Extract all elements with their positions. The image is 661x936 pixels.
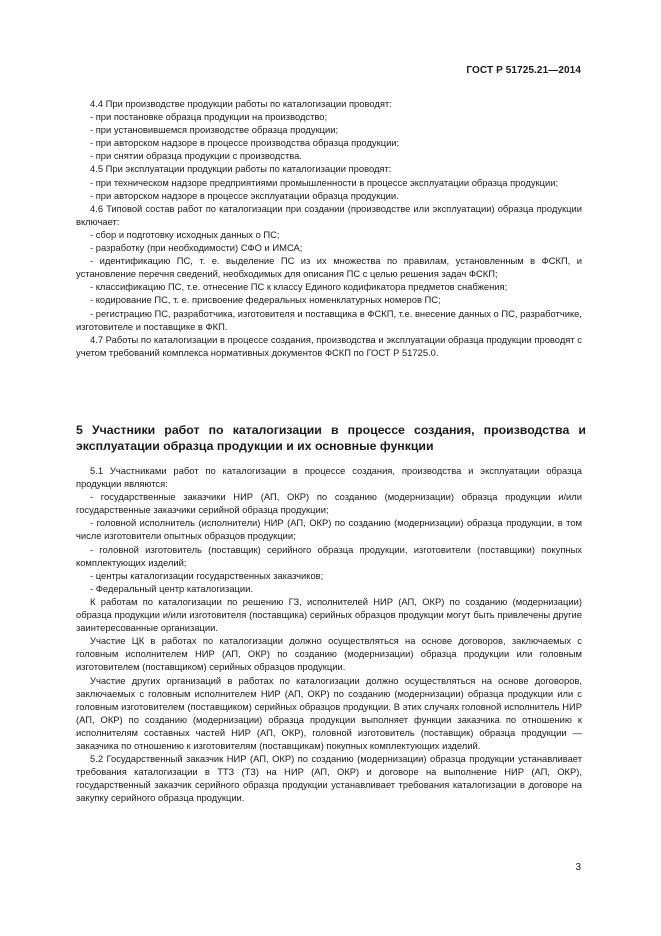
list-item: - при постановке образца продукции на производство;: [90, 111, 328, 123]
list-item: - государственные заказчики НИР (АП, ОКР) по созданию (модернизации) образца продукции и/или государственные заказчики серийной образца продукции;: [76, 491, 582, 516]
page-number: 3: [575, 862, 581, 873]
section-5-text: [76, 464, 582, 804]
document-header: ГОСТ Р 51725.21—2014: [466, 65, 581, 76]
section-5-heading: 5 Участники работ по каталогизации в процессе создания, производства и эксплуатации образца продукции и их основные функции: [76, 423, 586, 453]
list-item: - при авторском надзоре в процессе эксплуатации образца продукции.: [90, 189, 399, 201]
list-item: - разработку (при необходимости) СФО и ИМСА;: [90, 242, 303, 254]
list-item: - при установившемся производстве образца продукции;: [90, 124, 339, 136]
list-item: - регистрацию ПС, разработчика, изготовителя и поставщика в ФСКП, т.е. внесение данных о ПС, разработчике, изготовителе и поставщике в ФКП.: [76, 307, 582, 332]
list-item: - головной изготовитель (поставщик) серийного образца продукции, изготовители (поставщики) покупных комплектующих изделий;: [76, 543, 582, 568]
list-item: - головной исполнитель (исполнители) НИР (АП, ОКР) по созданию (модернизации) образца продукции, в том числе изготовители опытных образцов продукции;: [76, 517, 582, 542]
paragraph: Участие других организаций в работах по каталогизации должно осуществляться на основе договоров, заключаемых с головным исполнителем НИР (АП, ОКР) по созданию (модернизации) образца продукции или с головным изготовителем (поставщиком) серийных образцов продукции. В этих случаях головной исполнитель НИР (АП, ОКР) по созданию (модернизации) образца продукции выполняет функции заказчика по отношению к исполнителям составных частей НИР (АП, ОКР), головной изготовитель (поставщик) образца продукции — заказчика по отношению к изготовителям (поставщикам) покупных комплектующих изделий.: [76, 674, 582, 751]
list-item: - Федеральный центр каталогизации.: [90, 582, 253, 594]
list-item: - сбор и подготовку исходных данных о ПС;: [90, 228, 280, 240]
list-item: - центры каталогизации государственных заказчиков;: [90, 569, 324, 581]
paragraph: К работам по каталогизации по решению ГЗ, исполнителей НИР (АП, ОКР) по созданию (модернизации) образца продукции и/или изготовителя (поставщика) серийных образцов продукции могут быть привлечены другие заинтересованные организации.: [76, 595, 582, 634]
paragraph: 4.7 Работы по каталогизации в процессе создания, производства и эксплуатации образца продукции проводят с учетом требований комплекса нормативных документов ФСКП по ГОСТ Р 51725.0.: [76, 333, 582, 358]
list-item: - при техническом надзоре предприятиями промышленности в процессе эксплуатации образца продукции;: [90, 176, 559, 188]
paragraph: 5.2 Государственный заказчик НИР (АП, ОКР) по созданию (модернизации) образца продукции устанавливает требования каталогизации в ТТЗ (ТЗ) на НИР (АП, ОКР) и договоре на выполнение НИР (АП, ОКР), государственный заказчик серийного образца продукции устанавливает требования каталогизации в договоре на закупку серийного образца продукции.: [76, 753, 582, 804]
paragraph: 5.1 Участниками работ по каталогизации в процессе создания, производства и эксплуатации образца продукции являются:: [76, 465, 582, 490]
paragraph: 4.4 При производстве продукции работы по каталогизации проводят:: [90, 98, 392, 109]
list-item: - при снятии образца продукции с производства.: [90, 150, 302, 162]
section-4-text: [76, 97, 582, 359]
paragraph: 4.5 При эксплуатации продукции работы по каталогизации проводят:: [90, 163, 392, 175]
paragraph: Участие ЦК в работах по каталогизации должно осуществляться на основе договоров, заключаемых с головным исполнителем НИР (АП, ОКР) по созданию (модернизации) образца продукции или головным изготовителем (поставщиком) серийных образцов продукции.: [76, 635, 582, 673]
paragraph: 4.6 Типовой состав работ по каталогизации при создании (производстве или эксплуатации) образца продукции включает:: [76, 202, 582, 227]
list-item: - кодирование ПС, т. е. присвоение федеральных номенклатурных номеров ПС;: [90, 294, 441, 306]
list-item: - классификацию ПС, т.е. отнесение ПС к классу Единого кодификатора предметов снабжения;: [90, 281, 508, 293]
list-item: - при авторском надзоре в процессе производства образца продукции;: [90, 137, 400, 149]
list-item: - идентификацию ПС, т. е. выделение ПС из их множества по правилам, установленным в ФСКП, и установление перечня сведений, необходимых для описания ПС с целью решения задач ФСКП;: [76, 255, 582, 280]
